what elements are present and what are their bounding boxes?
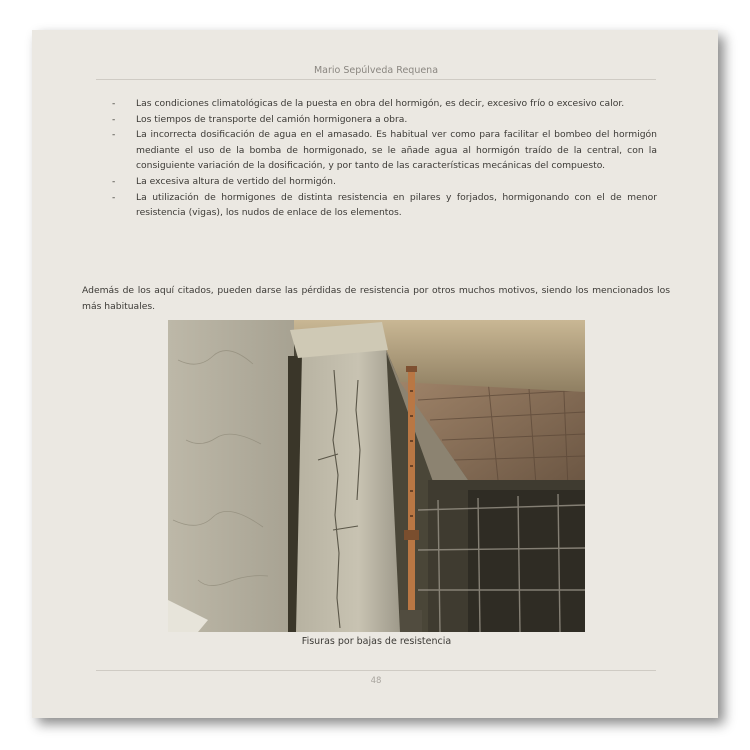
bullet-text: La incorrecta dosificación de agua en el amasado. Es habitual ver como para facilitar el bombeo del hormigón mediante el uso de la bomba de hormigonado, se le añade agua al hormigón traído de la central, con la consiguiente variación de la dosificación, y por tanto de las características mecánicas del compuesto. xyxy=(136,129,657,172)
bullet-text: Los tiempos de transporte del camión hormigonera a obra. xyxy=(136,113,408,125)
bullet-marker: - xyxy=(112,191,116,203)
bullet-text: La utilización de hormigones de distinta resistencia en pilares y forjados, hormigonando con el de menor resistencia (vigas), los nudos de enlace de los elementos. xyxy=(136,191,657,219)
bullet-text: La excesiva altura de vertido del hormigón. xyxy=(136,175,336,187)
bullet-marker: - xyxy=(112,113,116,125)
page-number: 48 xyxy=(370,676,382,686)
bullet-item xyxy=(112,112,657,128)
bullet-list xyxy=(112,96,657,221)
bullet-item xyxy=(112,127,657,174)
bullet-marker: - xyxy=(112,175,116,187)
bullet-item xyxy=(112,190,657,221)
running-header: Mario Sepúlveda Requena xyxy=(313,65,439,76)
body-paragraph: Además de los aquí citados, pueden darse las pérdidas de resistencia por otros muchos motivos, siendo los mencionados los más habituales. xyxy=(82,285,670,312)
bullet-item xyxy=(112,174,657,190)
header-rule xyxy=(96,79,656,80)
bullet-item xyxy=(112,96,657,112)
figure-caption: Fisuras por bajas de resistencia xyxy=(301,636,452,647)
bullet-marker: - xyxy=(112,129,116,141)
cracked-column-photo xyxy=(168,320,585,632)
bullet-marker: - xyxy=(112,98,116,109)
bullet-text: Las condiciones climatológicas de la puesta en obra del hormigón, es decir, excesivo frío o excesivo calor. xyxy=(136,98,625,109)
footer-rule xyxy=(96,670,656,671)
document-page xyxy=(32,30,718,718)
